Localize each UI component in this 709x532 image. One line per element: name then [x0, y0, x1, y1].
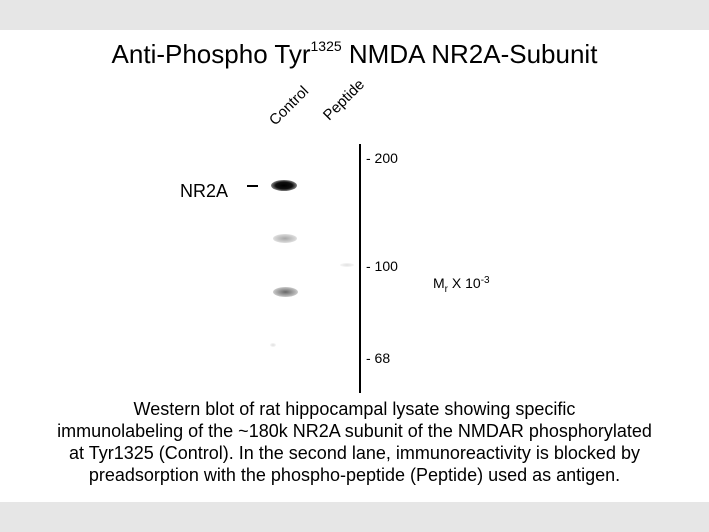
mr-subscript: r — [444, 284, 449, 295]
mr-superscript: -3 — [480, 275, 490, 286]
title-suffix: NMDA NR2A-Subunit — [341, 39, 598, 69]
title-superscript: 1325 — [310, 38, 342, 54]
marker-100: - 100 — [366, 258, 398, 274]
band-trace-control — [270, 343, 276, 347]
figure-caption — [0, 398, 709, 486]
band-minor-2 — [273, 287, 298, 297]
mr-middle: X 10 — [448, 275, 481, 291]
caption-line-1: Western blot of rat hippocampal lysate showing specific — [133, 399, 576, 419]
band-minor-1 — [273, 234, 297, 243]
lane-label-peptide: Peptide — [319, 76, 368, 124]
caption-line-4: preadsorption with the phospho-peptide (Peptide) used as antigen. — [88, 465, 621, 485]
mr-base: M — [433, 275, 445, 291]
band-label-nr2a: NR2A — [180, 181, 229, 201]
title-main: Anti-Phospho Tyr — [111, 39, 311, 69]
mr-label — [433, 275, 490, 295]
figure-panel — [0, 30, 709, 502]
marker-68: - 68 — [366, 350, 391, 366]
band-label-tick — [247, 185, 258, 187]
lane-label-control: Control — [265, 82, 313, 129]
marker-200: - 200 — [366, 150, 398, 166]
band-nr2a — [271, 180, 297, 191]
marker-axis-line — [359, 144, 361, 393]
band-trace-peptide — [340, 263, 354, 267]
caption-line-3: at Tyr1325 (Control). In the second lane, immunoreactivity is blocked by — [69, 443, 640, 463]
figure-title — [0, 38, 709, 70]
caption-line-2: immunolabeling of the ~180k NR2A subunit of the NMDAR phosphorylated — [57, 421, 652, 441]
